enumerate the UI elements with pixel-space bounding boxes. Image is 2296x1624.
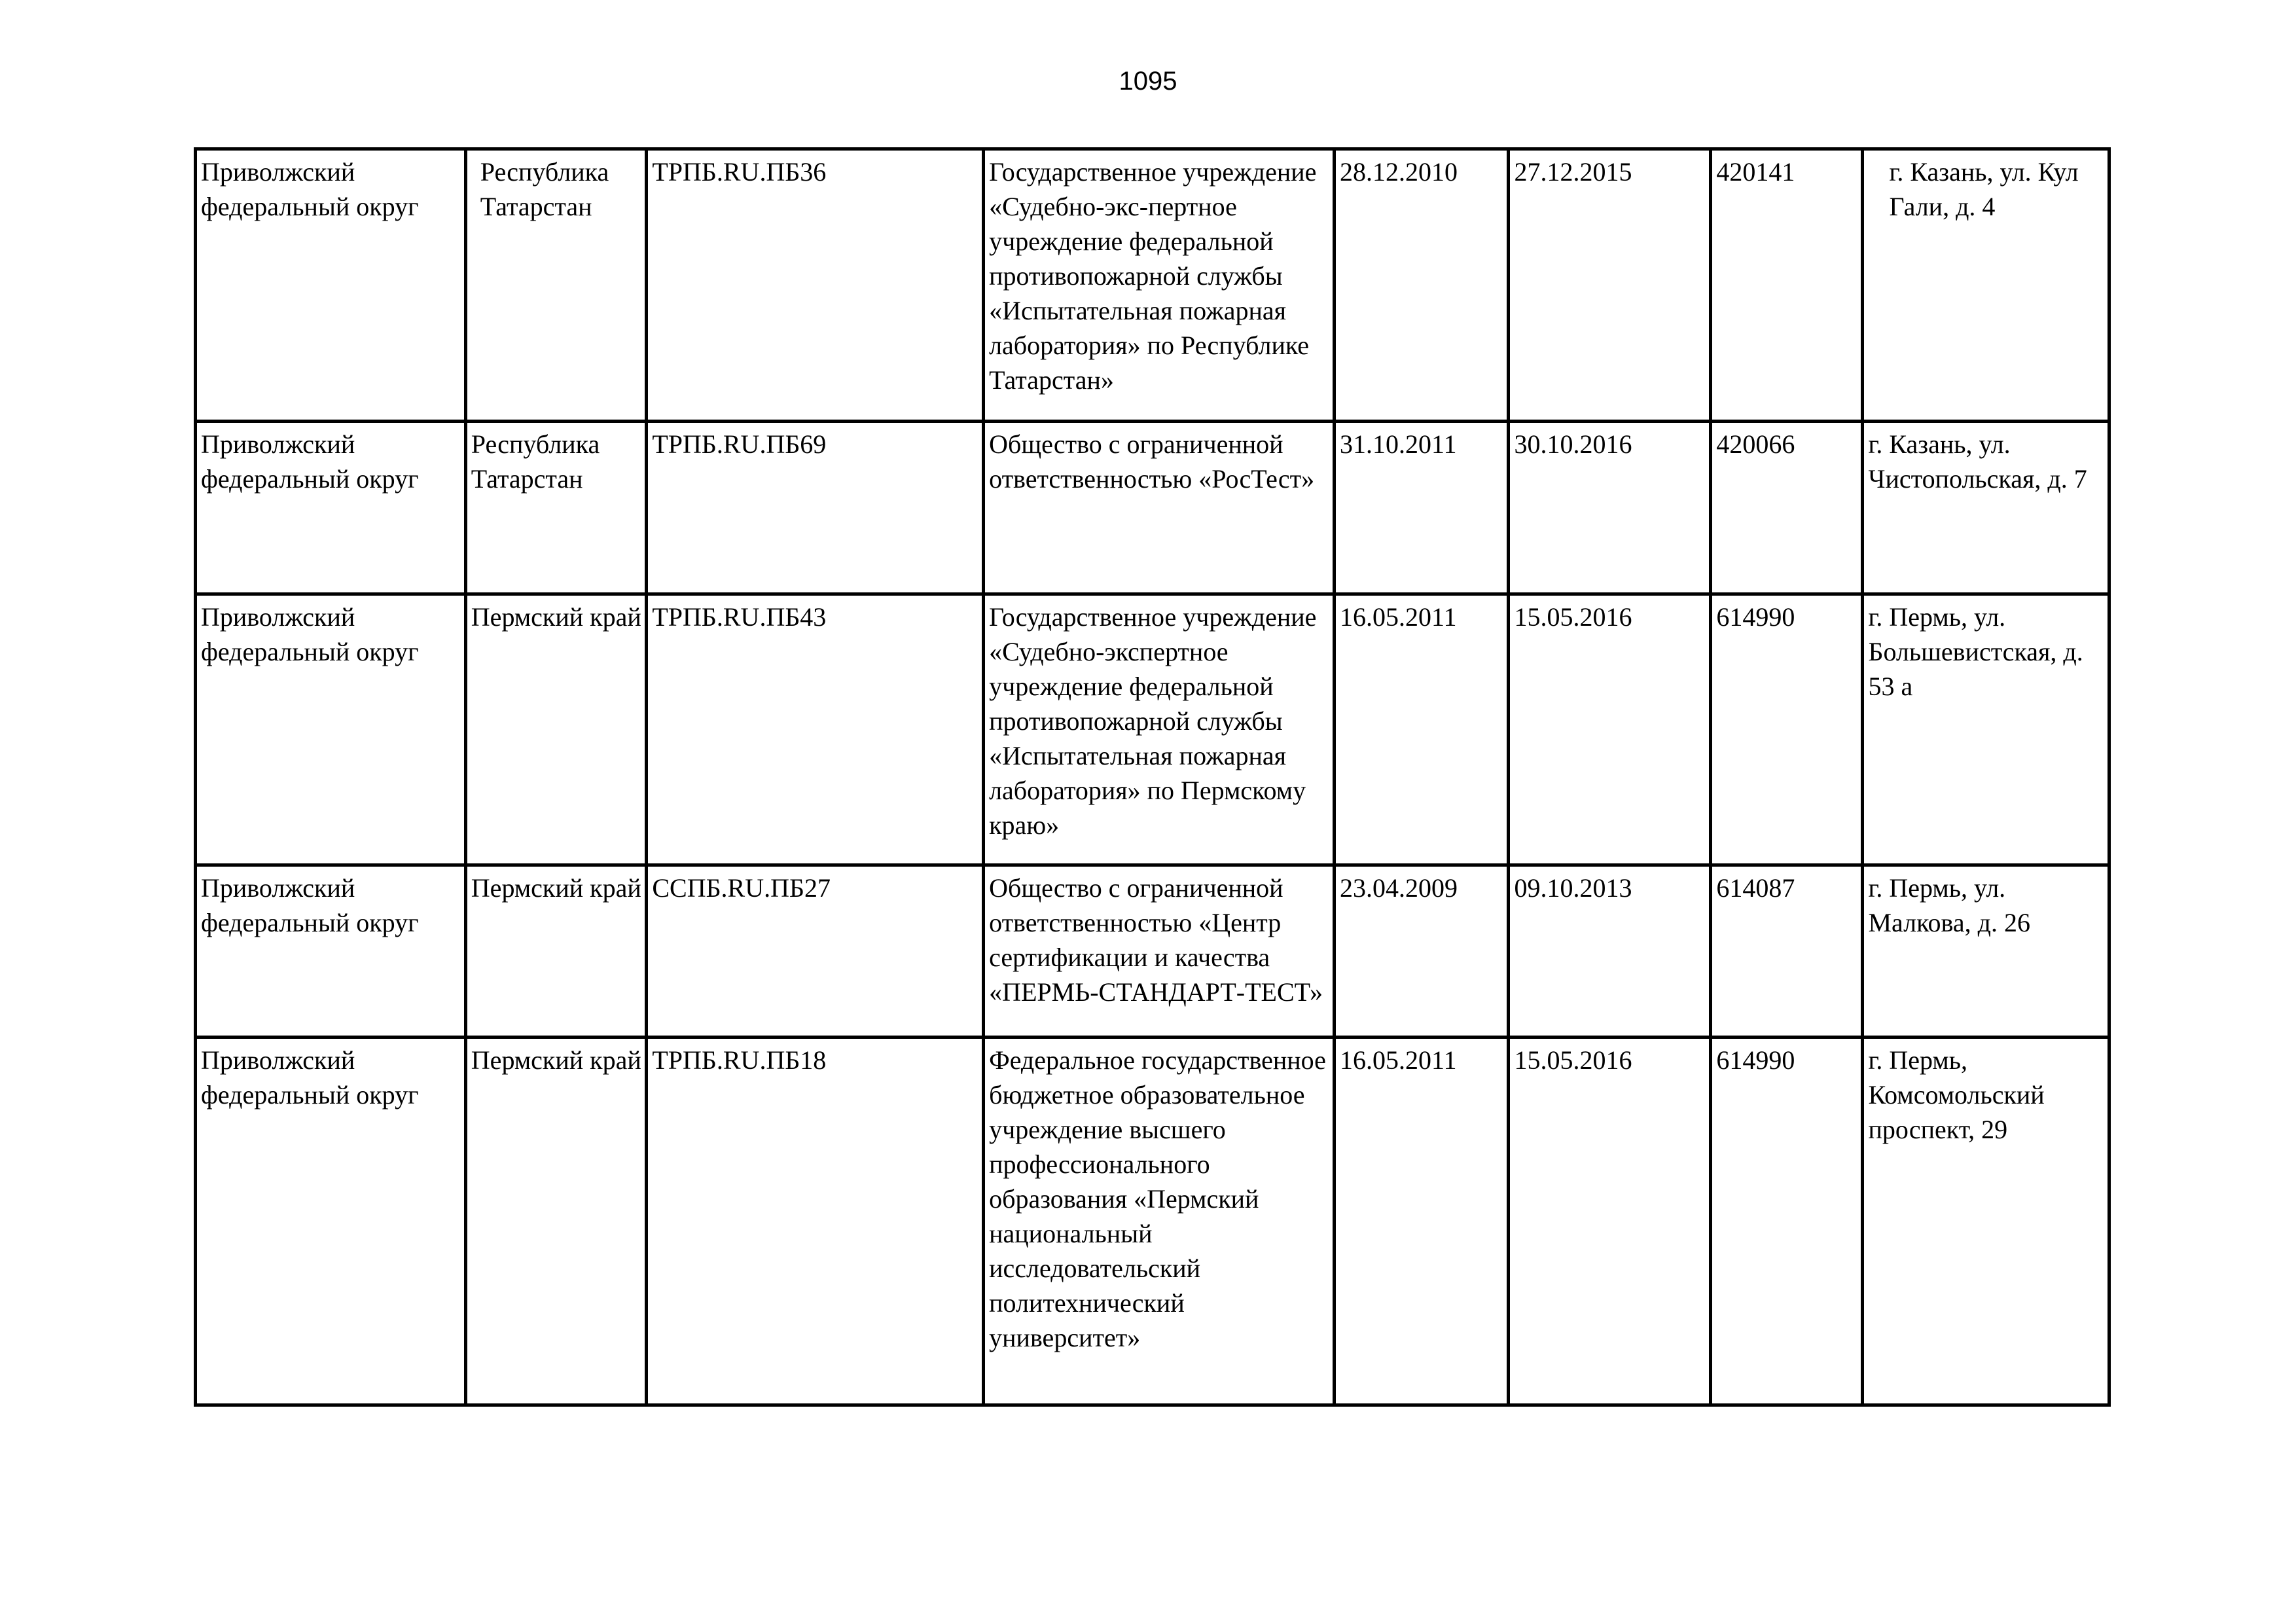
- cell-organization: Государственное учреждение «Судебно-экс-пертное учреждение федеральной противопожарной службы «Испытательная пожарная лаборатория» по Республике Татарстан»: [984, 149, 1335, 422]
- cell-address: г. Пермь, Комсомольский проспект, 29: [1863, 1038, 2109, 1405]
- cell-region: Республика Татарстан: [465, 149, 647, 422]
- cell-organization: Общество с ограниченной ответственностью «РосТест»: [984, 422, 1335, 594]
- table-row: [196, 422, 2109, 594]
- cell-district: Приволжский федеральный округ: [196, 1038, 466, 1405]
- cell-region: Пермский край: [465, 1038, 647, 1405]
- cell-district: Приволжский федеральный округ: [196, 865, 466, 1038]
- cell-postal-index: 614990: [1711, 1038, 1863, 1405]
- cell-address: г. Казань, ул. Чистопольская, д. 7: [1863, 422, 2109, 594]
- cell-date-to: 30.10.2016: [1509, 422, 1711, 594]
- cell-date-from: 31.10.2011: [1335, 422, 1509, 594]
- cell-district: Приволжский федеральный округ: [196, 422, 466, 594]
- registry-table: [194, 147, 2111, 1407]
- cell-address: г. Казань, ул. Кул Гали, д. 4: [1863, 149, 2109, 422]
- cell-date-to: 15.05.2016: [1509, 594, 1711, 865]
- cell-region: Республика Татарстан: [465, 422, 647, 594]
- cell-organization: Федеральное государственное бюджетное образовательное учреждение высшего профессионального образования «Пермский национальный исследовательский политехнический университет»: [984, 1038, 1335, 1405]
- cell-region: Пермский край: [465, 594, 647, 865]
- page-number: 1095: [1119, 67, 1177, 96]
- cell-date-from: 16.05.2011: [1335, 594, 1509, 865]
- cell-date-from: 23.04.2009: [1335, 865, 1509, 1038]
- cell-date-to: 15.05.2016: [1509, 1038, 1711, 1405]
- cell-date-to: 09.10.2013: [1509, 865, 1711, 1038]
- cell-postal-index: 420066: [1711, 422, 1863, 594]
- cell-certificate: ТРПБ.RU.ПБ36: [647, 149, 984, 422]
- table-row: [196, 1038, 2109, 1405]
- cell-district: Приволжский федеральный округ: [196, 149, 466, 422]
- cell-date-from: 16.05.2011: [1335, 1038, 1509, 1405]
- cell-certificate: ТРПБ.RU.ПБ18: [647, 1038, 984, 1405]
- cell-postal-index: 614087: [1711, 865, 1863, 1038]
- cell-certificate: ТРПБ.RU.ПБ69: [647, 422, 984, 594]
- cell-certificate: ССПБ.RU.ПБ27: [647, 865, 984, 1038]
- table-row: [196, 865, 2109, 1038]
- cell-address: г. Пермь, ул. Большевистская, д. 53 а: [1863, 594, 2109, 865]
- cell-date-from: 28.12.2010: [1335, 149, 1509, 422]
- cell-postal-index: 420141: [1711, 149, 1863, 422]
- table-row: [196, 149, 2109, 422]
- cell-region: Пермский край: [465, 865, 647, 1038]
- cell-date-to: 27.12.2015: [1509, 149, 1711, 422]
- cell-organization: Государственное учреждение «Судебно-экспертное учреждение федеральной противопожарной службы «Испытательная пожарная лаборатория» по Пермскому краю»: [984, 594, 1335, 865]
- table-row: [196, 594, 2109, 865]
- cell-organization: Общество с ограниченной ответственностью «Центр сертификации и качества «ПЕРМЬ-СТАНДАРТ-ТЕСТ»: [984, 865, 1335, 1038]
- cell-certificate: ТРПБ.RU.ПБ43: [647, 594, 984, 865]
- cell-postal-index: 614990: [1711, 594, 1863, 865]
- cell-district: Приволжский федеральный округ: [196, 594, 466, 865]
- cell-address: г. Пермь, ул. Малкова, д. 26: [1863, 865, 2109, 1038]
